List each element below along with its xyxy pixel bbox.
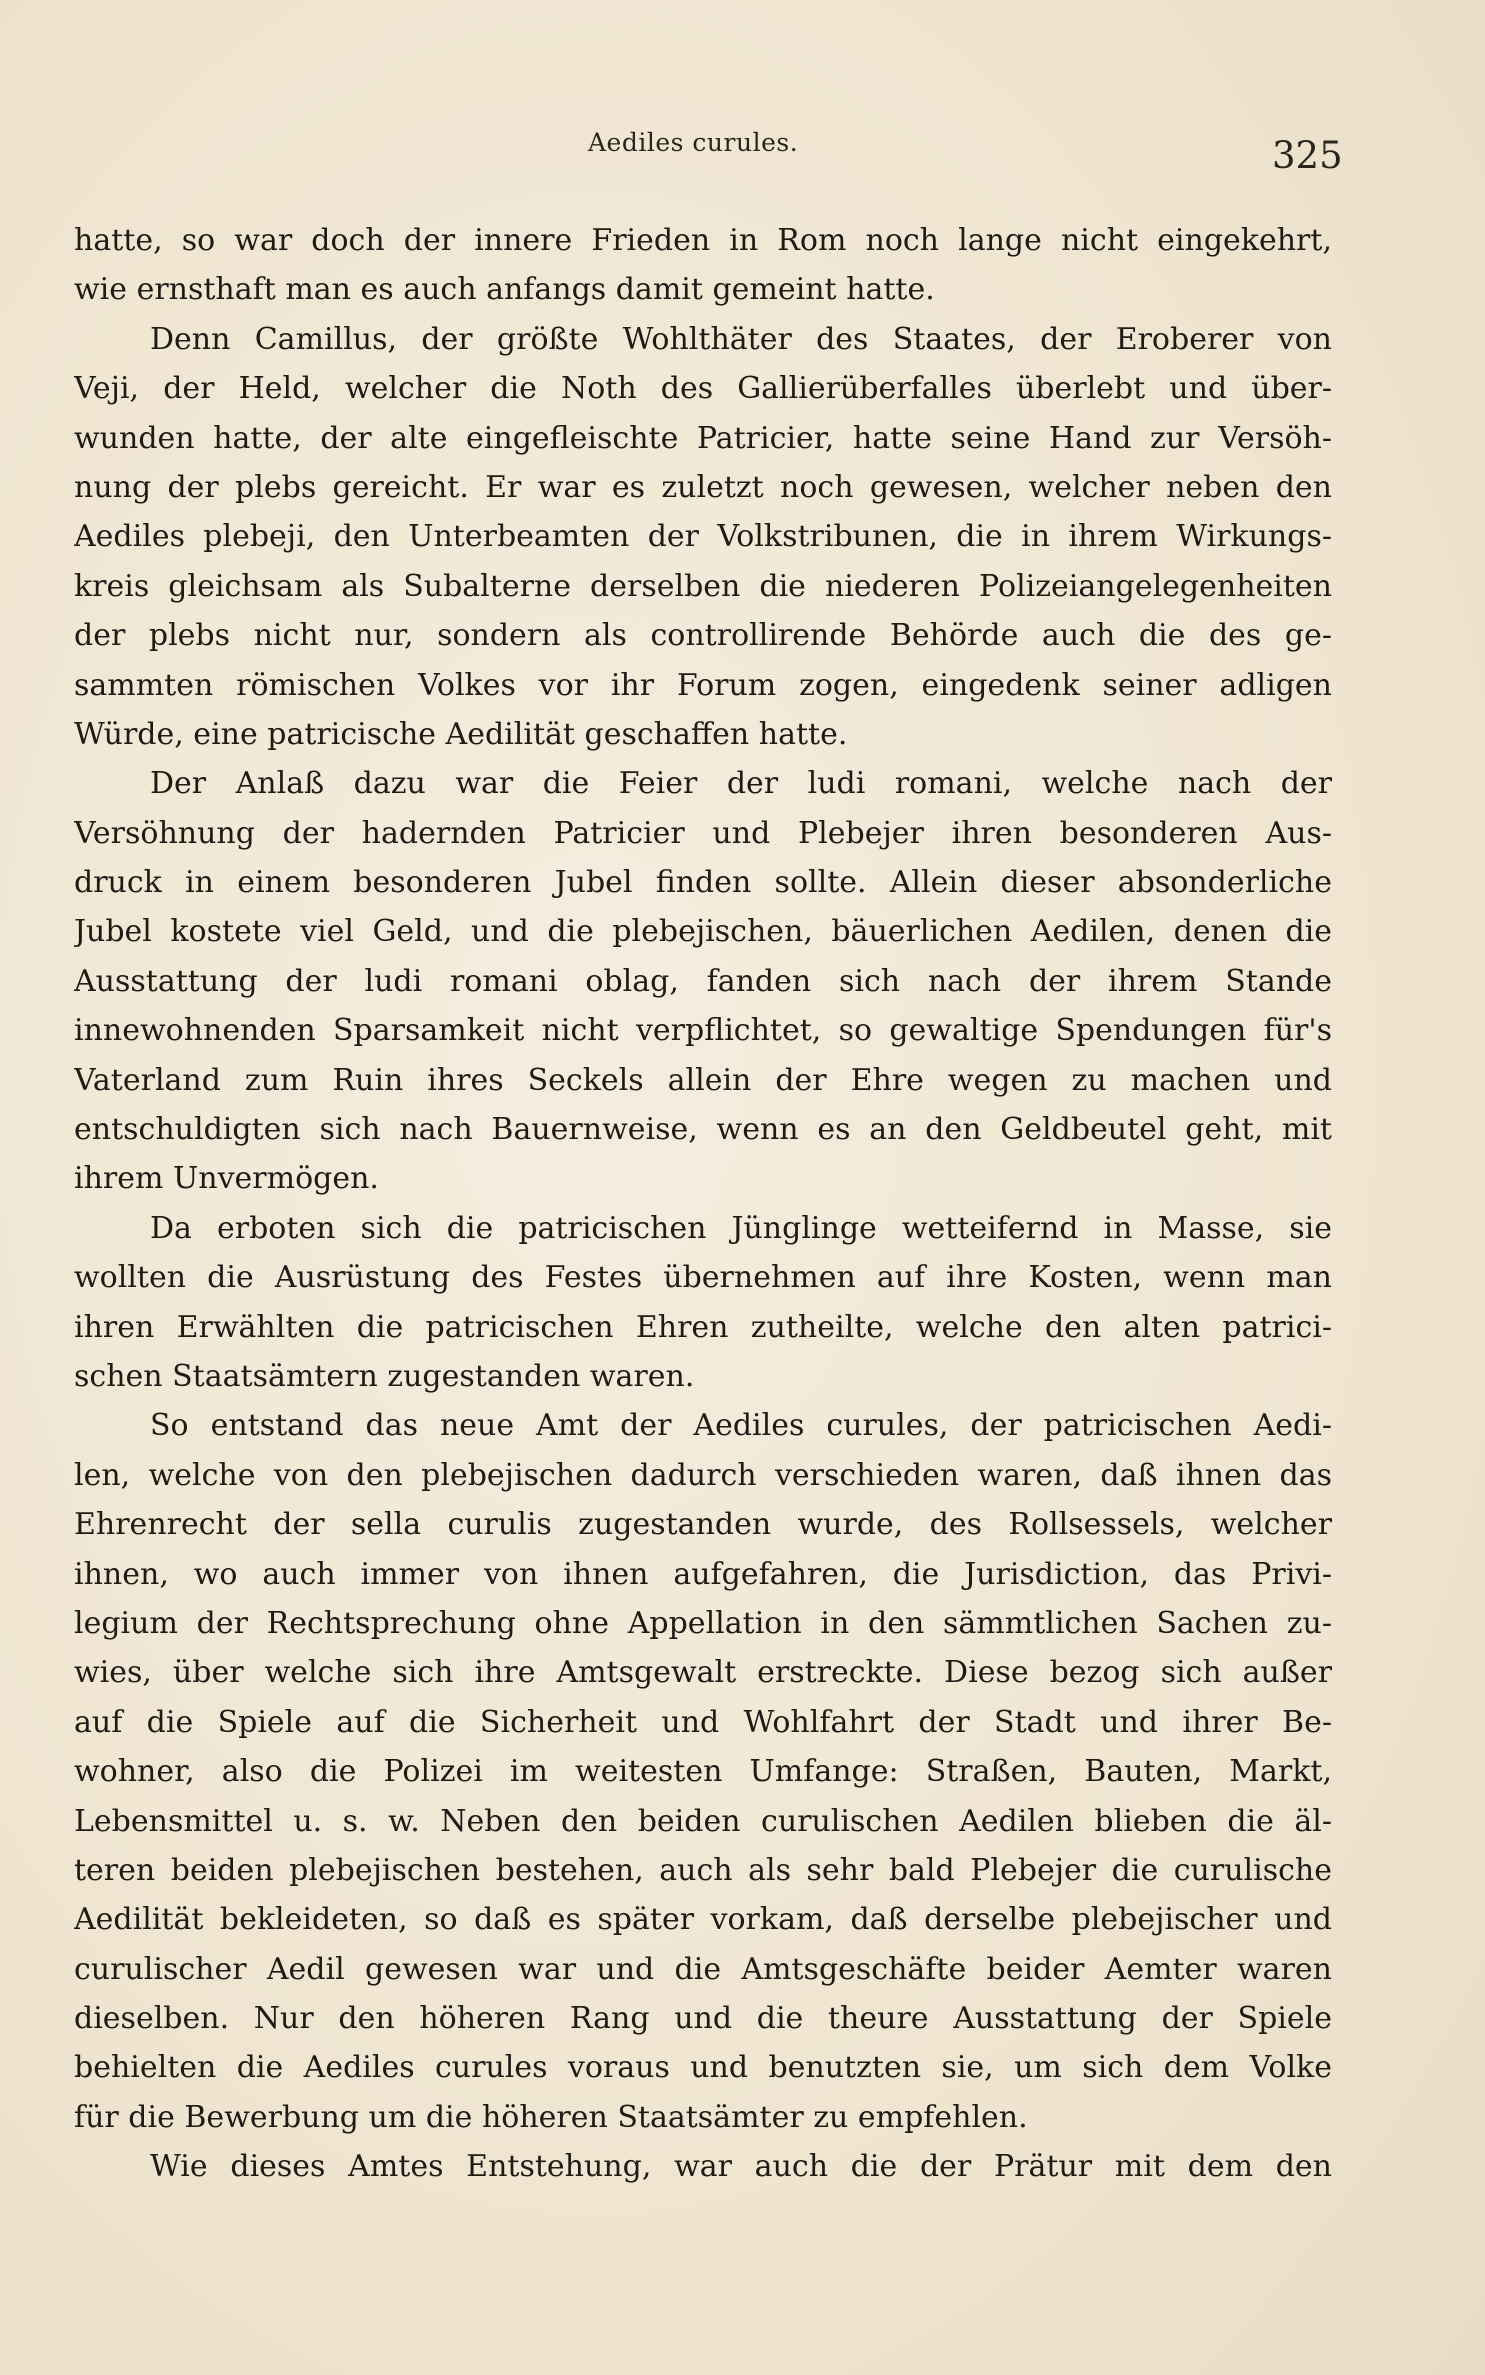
text-line: innewohnenden Sparsamkeit nicht verpflichtet, so gewaltige Spendungen für's — [74, 1013, 1332, 1049]
text-line: legium der Rechtsprechung ohne Appellation in den sämmtlichen Sachen zu- — [74, 1605, 1332, 1641]
running-head: Aediles curules. — [588, 128, 799, 157]
text-line: teren beiden plebejischen bestehen, auch als sehr bald Plebejer die curulische — [74, 1852, 1332, 1888]
text-line: Veji, der Held, welcher die Noth des Gallierüberfalles überlebt und über- — [74, 371, 1332, 407]
text-line: So entstand das neue Amt der Aediles curules, der patricischen Aedi- — [150, 1408, 1332, 1444]
text-line: ihnen, wo auch immer von ihnen aufgefahren, die Jurisdiction, das Privi- — [74, 1556, 1332, 1592]
text-line: Würde, eine patricische Aedilität geschaffen hatte. — [74, 716, 848, 752]
text-line: Wie dieses Amtes Entstehung, war auch die der Prätur mit dem den — [150, 2149, 1332, 2185]
page-number: 325 — [1272, 134, 1343, 177]
text-line: auf die Spiele auf die Sicherheit und Wohlfahrt der Stadt und ihrer Be- — [74, 1704, 1332, 1740]
text-line: ihrem Unvermögen. — [74, 1161, 379, 1197]
text-line: behielten die Aediles curules voraus und benutzten sie, um sich dem Volke — [74, 2050, 1332, 2086]
text-line: dieselben. Nur den höheren Rang und die theure Ausstattung der Spiele — [74, 2001, 1332, 2037]
text-line: Jubel kostete viel Geld, und die plebejischen, bäuerlichen Aedilen, denen die — [74, 914, 1332, 950]
text-line: Lebensmittel u. s. w. Neben den beiden curulischen Aedilen blieben die äl- — [74, 1803, 1332, 1839]
text-line: der plebs nicht nur, sondern als controllirende Behörde auch die des ge- — [74, 618, 1332, 654]
text-line: kreis gleichsam als Subalterne derselben die niederen Polizeiangelegenheiten — [74, 568, 1332, 604]
text-line: Vaterland zum Ruin ihres Seckels allein der Ehre wegen zu machen und — [74, 1062, 1332, 1098]
text-line: wunden hatte, der alte eingefleischte Patricier, hatte seine Hand zur Versöh- — [74, 420, 1332, 456]
text-line: nung der plebs gereicht. Er war es zuletzt noch gewesen, welcher neben den — [74, 469, 1332, 505]
text-line: len, welche von den plebejischen dadurch verschieden waren, daß ihnen das — [74, 1457, 1332, 1493]
text-line: sammten römischen Volkes vor ihr Forum zogen, eingedenk seiner adligen — [74, 667, 1332, 703]
text-line: wies, über welche sich ihre Amtsgewalt erstreckte. Diese bezog sich außer — [74, 1655, 1332, 1691]
text-line: Denn Camillus, der größte Wohlthäter des Staates, der Eroberer von — [150, 321, 1332, 357]
text-line: für die Bewerbung um die höheren Staatsämter zu empfehlen. — [74, 2099, 1028, 2135]
text-line: Aediles plebeji, den Unterbeamten der Volkstribunen, die in ihrem Wirkungs- — [74, 519, 1332, 555]
text-line: wohner, also die Polizei im weitesten Umfange: Straßen, Bauten, Markt, — [74, 1754, 1332, 1790]
text-line: hatte, so war doch der innere Frieden in Rom noch lange nicht eingekehrt, — [74, 223, 1332, 258]
text-line: druck in einem besonderen Jubel finden sollte. Allein dieser absonderliche — [74, 865, 1332, 901]
text-line: wie ernsthaft man es auch anfangs damit gemeint hatte. — [74, 272, 935, 308]
text-line: Da erboten sich die patricischen Jünglinge wetteifernd in Masse, sie — [150, 1210, 1332, 1246]
text-line: Versöhnung der hadernden Patricier und Plebejer ihren besonderen Aus- — [74, 815, 1332, 851]
text-line: ihren Erwählten die patricischen Ehren zutheilte, welche den alten patrici- — [74, 1309, 1332, 1345]
text-line: curulischer Aedil gewesen war und die Amtsgeschäfte beider Aemter waren — [74, 1951, 1332, 1987]
text-line: Der Anlaß dazu war die Feier der ludi romani, welche nach der — [150, 766, 1332, 802]
text-line: wollten die Ausrüstung des Festes übernehmen auf ihre Kosten, wenn man — [74, 1260, 1332, 1296]
text-line: schen Staatsämtern zugestanden waren. — [74, 1358, 695, 1394]
text-line: Ausstattung der ludi romani oblag, fanden sich nach der ihrem Stande — [74, 963, 1332, 999]
text-line: Ehrenrecht der sella curulis zugestanden wurde, des Rollsessels, welcher — [74, 1507, 1332, 1543]
text-line: entschuldigten sich nach Bauernweise, wenn es an den Geldbeutel geht, mit — [74, 1112, 1332, 1148]
text-line: Aedilität bekleideten, so daß es später vorkam, daß derselbe plebejischer und — [74, 1902, 1332, 1938]
body-text — [74, 216, 1332, 2192]
